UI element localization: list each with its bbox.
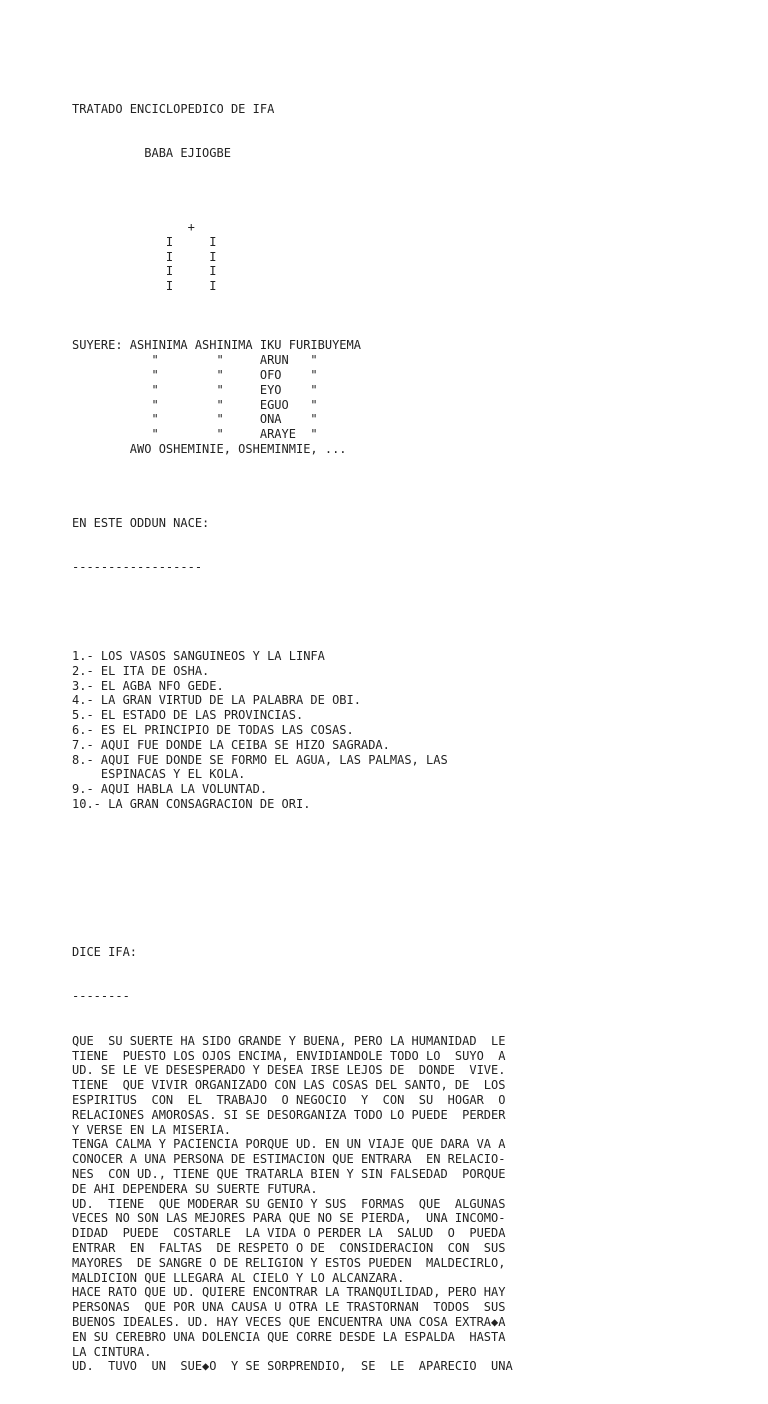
suyere-line (72, 457, 732, 472)
paragraph-line: QUE SU SUERTE HA SIDO GRANDE Y BUENA, PERO LA HUMANIDAD LE (72, 1033, 506, 1048)
document-title: TRATADO ENCICLOPEDICO DE IFA (72, 101, 275, 116)
suyere-line: " " ONA " (72, 412, 318, 427)
list-item: 6.- ES EL PRINCIPIO DE TODAS LAS COSAS. (72, 723, 354, 738)
paragraph-line: TIENE QUE VIVIR ORGANIZADO CON LAS COSAS DEL SANTO, DE LOS (72, 1078, 506, 1093)
paragraph-line: LA CINTURA. (72, 1344, 152, 1359)
nace-heading: EN ESTE ODDUN NACE: (72, 515, 210, 530)
paragraph-line: DE AHI DEPENDERA SU SUERTE FUTURA. (72, 1181, 318, 1196)
sign-line: I I (72, 234, 217, 249)
paragraph-line: Y VERSE EN LA MISERIA. (72, 1122, 231, 1137)
sign-line: I I (72, 279, 217, 294)
list-item: 1.- LOS VASOS SANGUINEOS Y LA LINFA (72, 649, 325, 664)
list-item: 3.- EL AGBA NFO GEDE. (72, 678, 224, 693)
sign-line (72, 294, 732, 309)
list-item: 9.- AQUI HABLA LA VOLUNTAD. (72, 782, 268, 797)
paragraph-line: ESPIRITUS CON EL TRABAJO O NEGOCIO Y CON SU HOGAR O (72, 1092, 506, 1107)
paragraph-line: RELACIONES AMOROSAS. SI SE DESORGANIZA TODO LO PUEDE PERDER (72, 1107, 506, 1122)
document-subtitle: BABA EJIOGBE (72, 145, 231, 160)
blank-line (72, 856, 732, 871)
dice-rule: -------- (72, 989, 130, 1004)
suyere-line: " " EGUO " (72, 397, 318, 412)
odu-sign (72, 205, 732, 309)
sign-line: + (72, 219, 195, 234)
dice-heading: DICE IFA: (72, 945, 138, 960)
list-item: 10.- LA GRAN CONSAGRACION DE ORI. (72, 797, 311, 812)
nace-list (72, 649, 732, 812)
paragraph-line: CONOCER A UNA PERSONA DE ESTIMACION QUE ENTRARA EN RELACIO- (72, 1152, 506, 1167)
paragraph-line: VECES NO SON LAS MEJORES PARA QUE NO SE PIERDA, UNA INCOMO- (72, 1211, 506, 1226)
suyere-line: " " ARAYE " (72, 427, 318, 442)
paragraph-line: UD. TIENE QUE MODERAR SU GENIO Y SUS FORMAS QUE ALGUNAS (72, 1196, 506, 1211)
suyere-block (72, 338, 732, 471)
list-item: 8.- AQUI FUE DONDE SE FORMO EL AGUA, LAS PALMAS, LAS (72, 752, 448, 767)
paragraph-line: UD. SE LE VE DESESPERADO Y DESEA IRSE LEJOS DE DONDE VIVE. (72, 1063, 506, 1078)
paragraph-line: DIDAD PUEDE COSTARLE LA VIDA O PERDER LA SALUD O PUEDA (72, 1226, 506, 1241)
sign-line: I I (72, 264, 217, 279)
paragraph-line: EN SU CEREBRO UNA DOLENCIA QUE CORRE DESDE LA ESPALDA HASTA (72, 1329, 506, 1344)
list-item: 2.- EL ITA DE OSHA. (72, 663, 210, 678)
paragraph-line: PERSONAS QUE POR UNA CAUSA U OTRA LE TRASTORNAN TODOS SUS (72, 1300, 506, 1315)
document-page (72, 72, 732, 1404)
paragraph-line: ENTRAR EN FALTAS DE RESPETO O DE CONSIDERACION CON SUS (72, 1240, 506, 1255)
suyere-line: AWO OSHEMINIE, OSHEMINMIE, ... (72, 441, 347, 456)
document-text (72, 72, 732, 1404)
paragraph-line: NES CON UD., TIENE QUE TRATARLA BIEN Y SIN FALSEDAD PORQUE (72, 1166, 506, 1181)
sign-line (72, 205, 732, 220)
paragraph-line: TENGA CALMA Y PACIENCIA PORQUE UD. EN UN VIAJE QUE DARA VA A (72, 1137, 506, 1152)
suyere-line: " " OFO " (72, 367, 318, 382)
list-item: ESPINACAS Y EL KOLA. (72, 767, 246, 782)
suyere-line: SUYERE: ASHINIMA ASHINIMA IKU FURIBUYEMA (72, 338, 361, 353)
paragraph-line: MALDICION QUE LLEGARA AL CIELO Y LO ALCANZARA. (72, 1270, 405, 1285)
paragraph-line: BUENOS IDEALES. UD. HAY VECES QUE ENCUENTRA UNA COSA EXTRA◆A (72, 1314, 506, 1329)
list-item: 5.- EL ESTADO DE LAS PROVINCIAS. (72, 708, 304, 723)
suyere-line: " " EYO " (72, 382, 318, 397)
suyere-line: " " ARUN " (72, 353, 318, 368)
paragraph-line: HACE RATO QUE UD. QUIERE ENCONTRAR LA TRANQUILIDAD, PERO HAY (72, 1285, 506, 1300)
blank-line (72, 901, 732, 916)
dice-paragraphs (72, 1034, 732, 1374)
paragraph-line: MAYORES DE SANGRE O DE RELIGION Y ESTOS PUEDEN MALDECIRLO, (72, 1255, 506, 1270)
paragraph-line: TIENE PUESTO LOS OJOS ENCIMA, ENVIDIANDOLE TODO LO SUYO A (72, 1048, 506, 1063)
nace-rule: ------------------ (72, 560, 203, 575)
blank-line (72, 605, 732, 620)
paragraph-line: UD. TUVO UN SUE◆O Y SE SORPRENDIO, SE LE APARECIO UNA (72, 1359, 513, 1374)
list-item: 4.- LA GRAN VIRTUD DE LA PALABRA DE OBI. (72, 693, 361, 708)
sign-line: I I (72, 249, 217, 264)
list-item: 7.- AQUI FUE DONDE LA CEIBA SE HIZO SAGRADA. (72, 737, 390, 752)
